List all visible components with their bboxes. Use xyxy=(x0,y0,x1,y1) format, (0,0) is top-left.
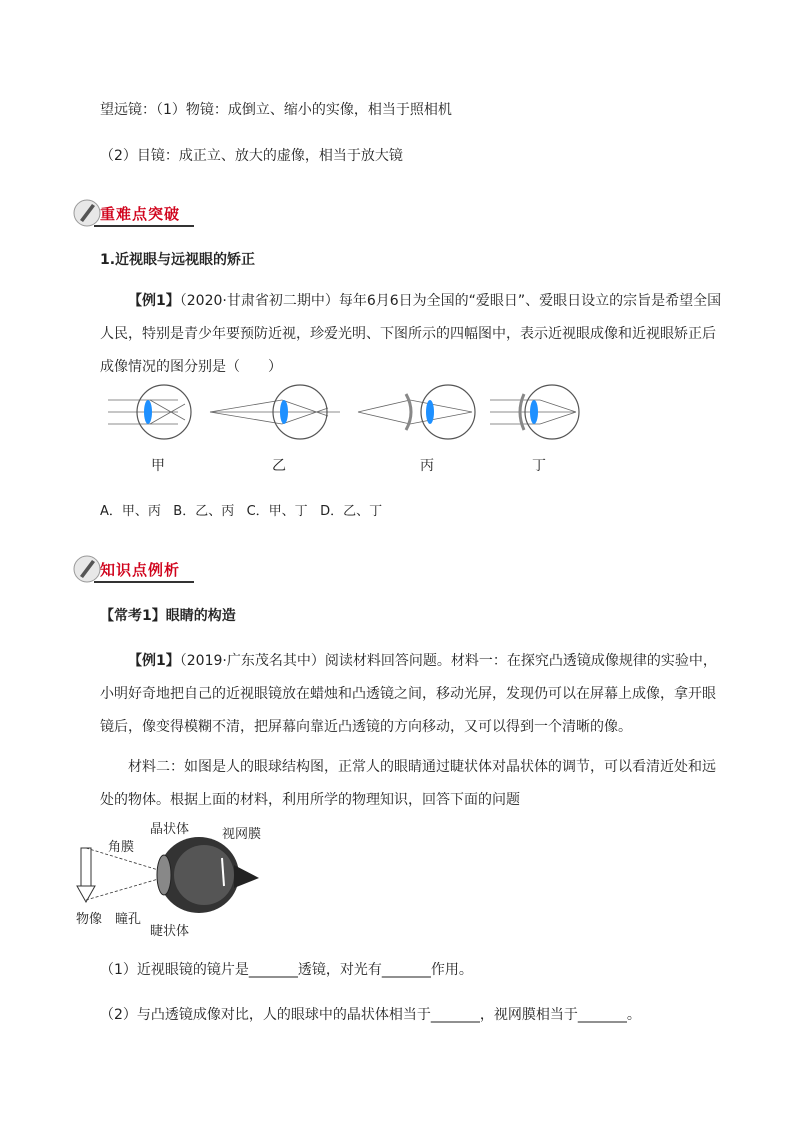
example-1-paragraph xyxy=(100,285,728,384)
eye-diagram-yi xyxy=(210,385,340,439)
label-retina: 视网膜 xyxy=(222,827,262,842)
section-badge-title: 知识点例析 xyxy=(100,561,181,579)
example-label: 【例1】 xyxy=(128,653,180,669)
pen-badge-icon xyxy=(72,554,102,584)
badge-underline xyxy=(94,225,194,227)
label-pupil: 瞳孔 xyxy=(115,912,142,927)
label-object-image: 物像 xyxy=(76,912,103,927)
badge-underline xyxy=(94,581,194,583)
subheading-myopia: 1.近视眼与远视眼的矫正 xyxy=(100,252,256,268)
section-badge-knowledge xyxy=(72,554,202,584)
label-lens: 晶状体 xyxy=(150,822,190,837)
example-2-paragraph xyxy=(100,645,728,744)
figure-label-yi: 乙 xyxy=(272,458,286,474)
eye-diagrams xyxy=(100,382,590,442)
pen-badge-icon xyxy=(72,198,102,228)
eye-structure-diagram xyxy=(74,830,264,920)
section-badge-key-points xyxy=(72,198,202,228)
figure-label-bing: 丙 xyxy=(420,458,434,474)
label-ciliary-body: 睫状体 xyxy=(150,924,190,939)
question-2: （2）与凸透镜成像对比，人的眼球中的晶状体相当于_______，视网膜相当于_______。 xyxy=(100,1007,641,1023)
eye-diagram-ding xyxy=(490,385,579,439)
subheading-eye-structure: 【常考1】眼睛的构造 xyxy=(100,608,236,624)
example-text: （2020·甘肃省初二期中）每年6月6日为全国的“爱眼日”、爱眼日设立的宗旨是希望全国人民，特别是青少年要预防近视，珍爱光明、下图所示的四幅图中，表示近视眼成像和近视眼矫正后成像情况的图分别是（ ） xyxy=(100,293,722,375)
figure-label-ding: 丁 xyxy=(532,458,546,474)
section-badge-title: 重难点突破 xyxy=(100,205,181,223)
answer-options: A．甲、丙 B．乙、丙 C．甲、丁 D．乙、丁 xyxy=(100,504,383,519)
example-text: （2019·广东茂名其中）阅读材料回答问题。材料一：在探究凸透镜成像规律的实验中，小明好奇地把自己的近视眼镜放在蜡烛和凸透镜之间，移动光屏，发现仍可以在屏幕上成像，拿开眼镜后，像变得模糊不清，把屏幕向靠近凸透镜的方向移动，又可以得到一个清晰的像。 xyxy=(100,653,717,735)
question-1: （1）近视眼镜的镜片是_______透镜，对光有_______作用。 xyxy=(100,962,473,978)
telescope-line-2: （2）目镜：成正立、放大的虚像，相当于放大镜 xyxy=(100,148,403,164)
telescope-line-1: 望远镜：（1）物镜：成倒立、缩小的实像，相当于照相机 xyxy=(100,102,452,118)
eye-diagram-bing xyxy=(358,385,475,439)
example-label: 【例1】 xyxy=(128,293,180,309)
label-cornea: 角膜 xyxy=(108,840,135,855)
eye-diagram-jia xyxy=(108,385,191,439)
figure-label-jia: 甲 xyxy=(151,458,165,474)
material-2-paragraph: 材料二：如图是人的眼球结构图，正常人的眼睛通过睫状体对晶状体的调节，可以看清近处和远处的物体。根据上面的材料，利用所学的物理知识，回答下面的问题 xyxy=(100,759,716,808)
